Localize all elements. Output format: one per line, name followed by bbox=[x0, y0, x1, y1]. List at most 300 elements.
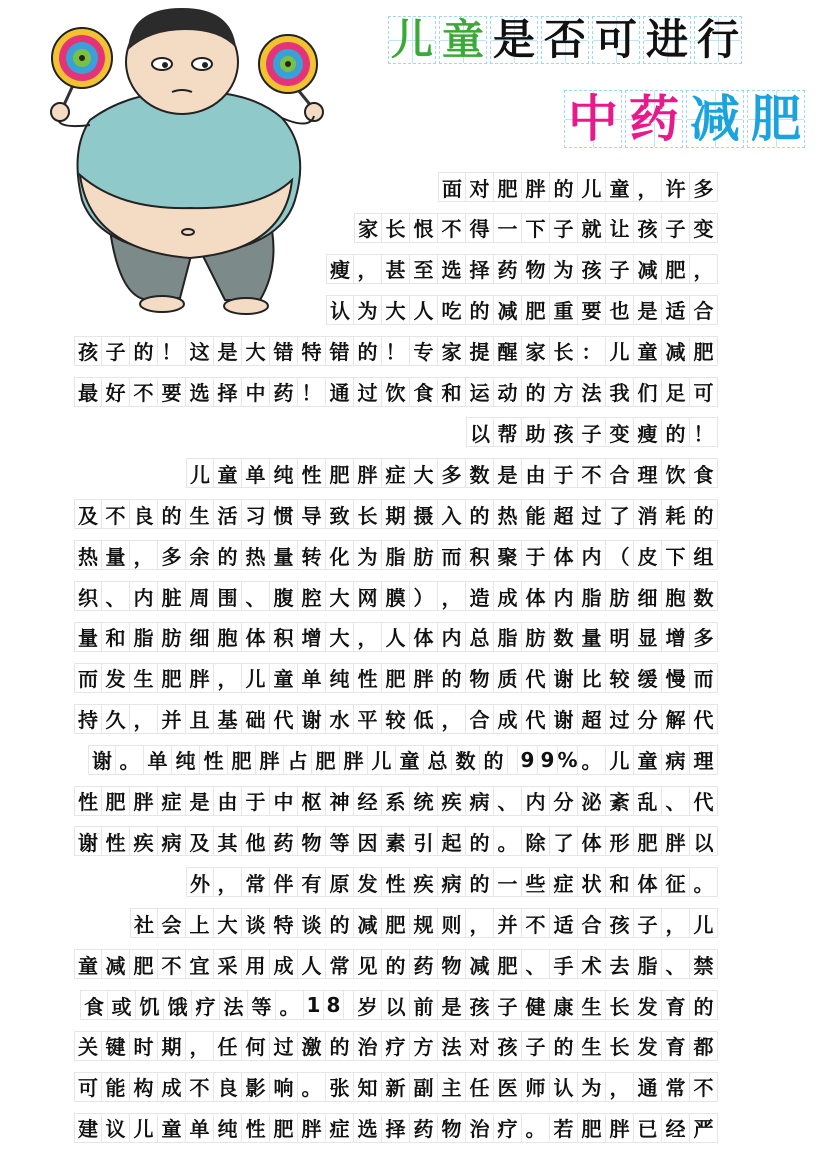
text-char: 不 bbox=[186, 1072, 214, 1102]
text-char: 错 bbox=[326, 336, 354, 366]
text-char: 及 bbox=[186, 826, 214, 856]
text-char: 症 bbox=[158, 786, 186, 816]
text-char: 习 bbox=[242, 499, 270, 529]
text-char: 持 bbox=[74, 704, 102, 734]
text-char: 性 bbox=[74, 786, 102, 816]
text-char: 帮 bbox=[494, 417, 522, 447]
text-char: 饮 bbox=[662, 458, 690, 488]
text-char: 不 bbox=[158, 949, 186, 979]
text-char: 枢 bbox=[298, 786, 326, 816]
text-char: 合 bbox=[578, 908, 606, 938]
text-char: 和 bbox=[606, 867, 634, 897]
text-char: （ bbox=[606, 540, 634, 570]
text-char: 腔 bbox=[298, 581, 326, 611]
text-char: ， bbox=[214, 867, 242, 897]
text-char: 这 bbox=[186, 336, 214, 366]
text-char: 胖 bbox=[256, 745, 284, 775]
text-char: 形 bbox=[606, 826, 634, 856]
text-char: 性 bbox=[102, 826, 130, 856]
text-char: 大 bbox=[382, 295, 410, 325]
text-char: 采 bbox=[214, 949, 242, 979]
text-char: 肥 bbox=[130, 949, 158, 979]
text-char: 儿 bbox=[368, 745, 396, 775]
text-char: 肥 bbox=[326, 458, 354, 488]
text-char: 儿 bbox=[606, 745, 634, 775]
text-char: 吃 bbox=[438, 295, 466, 325]
text-char: 方 bbox=[410, 1031, 438, 1061]
text-char: 们 bbox=[634, 377, 662, 407]
text-char: 由 bbox=[522, 458, 550, 488]
text-char: 何 bbox=[242, 1031, 270, 1061]
text-char: 变 bbox=[606, 417, 634, 447]
text-char: 有 bbox=[298, 867, 326, 897]
text-char: 成 bbox=[494, 704, 522, 734]
text-char: 他 bbox=[242, 826, 270, 856]
text-char: 大 bbox=[326, 581, 354, 611]
text-char: 特 bbox=[270, 908, 298, 938]
text-char: 活 bbox=[214, 499, 242, 529]
text-char: 膜 bbox=[382, 581, 410, 611]
text-char: 键 bbox=[102, 1031, 130, 1061]
text-char: 合 bbox=[466, 704, 494, 734]
text-char: 内 bbox=[438, 622, 466, 652]
body-text-line bbox=[74, 1072, 718, 1103]
body-text-line bbox=[354, 213, 718, 244]
text-char: 明 bbox=[606, 622, 634, 652]
text-char: 单 bbox=[298, 663, 326, 693]
text-char: 的 bbox=[158, 499, 186, 529]
text-char: 起 bbox=[438, 826, 466, 856]
text-char: 关 bbox=[74, 1031, 102, 1061]
text-char: 组 bbox=[690, 540, 718, 570]
text-char: 网 bbox=[354, 581, 382, 611]
text-char: 大 bbox=[326, 622, 354, 652]
text-char: 儿 bbox=[606, 336, 634, 366]
text-char: ： bbox=[578, 336, 606, 366]
text-char: 的 bbox=[214, 540, 242, 570]
text-char: 谈 bbox=[298, 908, 326, 938]
text-char: 占 bbox=[284, 745, 312, 775]
text-char: 可 bbox=[74, 1072, 102, 1102]
text-char: 中 bbox=[242, 377, 270, 407]
text-char: 的 bbox=[326, 1031, 354, 1061]
text-char: 解 bbox=[662, 704, 690, 734]
title-line-1-char: 行 bbox=[694, 16, 742, 64]
text-char: 成 bbox=[270, 949, 298, 979]
text-char: 性 bbox=[298, 458, 326, 488]
text-char: 较 bbox=[606, 663, 634, 693]
text-char: 的 bbox=[522, 377, 550, 407]
text-char: 多 bbox=[158, 540, 186, 570]
title-line-2-char: 中 bbox=[564, 90, 622, 148]
text-char: 胖 bbox=[298, 1113, 326, 1143]
text-char: 体 bbox=[410, 622, 438, 652]
text-char: 皮 bbox=[634, 540, 662, 570]
text-char: 儿 bbox=[242, 663, 270, 693]
text-char: 是 bbox=[186, 786, 214, 816]
text-char: 单 bbox=[144, 745, 172, 775]
text-char: ， bbox=[438, 581, 466, 611]
text-char: 良 bbox=[214, 1072, 242, 1102]
text-char: 而 bbox=[438, 540, 466, 570]
text-char: 而 bbox=[690, 663, 718, 693]
text-char: 积 bbox=[270, 622, 298, 652]
text-char: 童 bbox=[634, 745, 662, 775]
text-char: 成 bbox=[494, 581, 522, 611]
text-char: 、 bbox=[102, 581, 130, 611]
text-char: 物 bbox=[466, 663, 494, 693]
text-char: 至 bbox=[410, 254, 438, 284]
text-char: 性 bbox=[354, 663, 382, 693]
text-char: 适 bbox=[662, 295, 690, 325]
text-char: 已 bbox=[634, 1113, 662, 1143]
text-char: ， bbox=[130, 704, 158, 734]
text-char: ， bbox=[634, 172, 662, 202]
text-char: 合 bbox=[606, 458, 634, 488]
text-char: 化 bbox=[326, 540, 354, 570]
text-char: 子 bbox=[550, 213, 578, 243]
text-char: 单 bbox=[242, 458, 270, 488]
text-char: 禁 bbox=[690, 949, 718, 979]
text-char: 对 bbox=[466, 1031, 494, 1061]
text-char: 宜 bbox=[186, 949, 214, 979]
text-char: 积 bbox=[466, 540, 494, 570]
text-char: 代 bbox=[522, 704, 550, 734]
text-char: 子 bbox=[522, 1031, 550, 1061]
text-char: 消 bbox=[634, 499, 662, 529]
body-text-line bbox=[438, 172, 718, 203]
text-char: 代 bbox=[690, 786, 718, 816]
text-char: 以 bbox=[382, 990, 410, 1020]
body-text-line bbox=[74, 949, 718, 980]
text-char: 总 bbox=[466, 622, 494, 652]
text-char: 胖 bbox=[606, 1113, 634, 1143]
text-char: 是 bbox=[214, 336, 242, 366]
text-char: 子 bbox=[578, 417, 606, 447]
text-char: 通 bbox=[634, 1072, 662, 1102]
text-char: 理 bbox=[634, 458, 662, 488]
text-char: 生 bbox=[186, 499, 214, 529]
text-char: 分 bbox=[634, 704, 662, 734]
text-char: 惯 bbox=[270, 499, 298, 529]
text-char: 、 bbox=[494, 786, 522, 816]
text-char: 经 bbox=[662, 1113, 690, 1143]
text-char: 造 bbox=[466, 581, 494, 611]
text-char: 经 bbox=[354, 786, 382, 816]
text-char: 谢 bbox=[550, 663, 578, 693]
text-char: 中 bbox=[270, 786, 298, 816]
text-char: ） bbox=[410, 581, 438, 611]
text-char: 细 bbox=[634, 581, 662, 611]
text-char: 的 bbox=[550, 1031, 578, 1061]
title-line-1-char: 进 bbox=[643, 16, 691, 64]
text-char: 恨 bbox=[410, 213, 438, 243]
text-char: 减 bbox=[494, 295, 522, 325]
text-char: 腹 bbox=[270, 581, 298, 611]
text-char: 水 bbox=[326, 704, 354, 734]
text-char: 都 bbox=[690, 1031, 718, 1061]
text-char: 低 bbox=[410, 704, 438, 734]
text-char: 对 bbox=[466, 172, 494, 202]
text-char: 的 bbox=[662, 417, 690, 447]
text-char: 由 bbox=[214, 786, 242, 816]
text-char: 体 bbox=[522, 581, 550, 611]
text-char: 我 bbox=[606, 377, 634, 407]
text-char: 肥 bbox=[270, 1113, 298, 1143]
text-char: 物 bbox=[438, 1113, 466, 1143]
text-char: 胞 bbox=[662, 581, 690, 611]
text-char: 孩 bbox=[578, 254, 606, 284]
text-char: 不 bbox=[522, 908, 550, 938]
text-char: 胖 bbox=[130, 786, 158, 816]
text-char: 童 bbox=[396, 745, 424, 775]
text-char: 为 bbox=[354, 295, 382, 325]
text-char: 能 bbox=[522, 499, 550, 529]
text-char: 饿 bbox=[164, 990, 192, 1020]
text-char: 最 bbox=[74, 377, 102, 407]
text-char: 长 bbox=[606, 990, 634, 1020]
text-char: 不 bbox=[690, 1072, 718, 1102]
text-char: 师 bbox=[522, 1072, 550, 1102]
text-char: 1 bbox=[304, 990, 324, 1020]
text-char: 常 bbox=[662, 1072, 690, 1102]
text-char: 多 bbox=[690, 172, 718, 202]
text-char: 是 bbox=[494, 458, 522, 488]
text-char: 。 bbox=[578, 745, 606, 775]
text-char: 不 bbox=[578, 458, 606, 488]
text-char: 肥 bbox=[382, 663, 410, 693]
text-char: 助 bbox=[522, 417, 550, 447]
text-char: 儿 bbox=[130, 1113, 158, 1143]
text-char: 社 bbox=[130, 908, 158, 938]
text-char: % bbox=[558, 745, 578, 775]
text-char: ， bbox=[214, 663, 242, 693]
text-char: 一 bbox=[494, 213, 522, 243]
text-char: 内 bbox=[550, 581, 578, 611]
text-char: 且 bbox=[186, 704, 214, 734]
text-char: 严 bbox=[690, 1113, 718, 1143]
body-text-line bbox=[74, 336, 718, 367]
text-char: 儿 bbox=[186, 458, 214, 488]
text-char: 也 bbox=[606, 295, 634, 325]
title-line-1-char: 儿 bbox=[388, 16, 436, 64]
text-char: 发 bbox=[634, 1031, 662, 1061]
text-char: 于 bbox=[522, 540, 550, 570]
text-char: 择 bbox=[214, 377, 242, 407]
text-char: 新 bbox=[382, 1072, 410, 1102]
text-char: 症 bbox=[550, 867, 578, 897]
text-char: 药 bbox=[410, 1113, 438, 1143]
body-text-line bbox=[74, 540, 718, 571]
text-char: 胖 bbox=[662, 826, 690, 856]
text-char: 发 bbox=[102, 663, 130, 693]
text-char: 醒 bbox=[494, 336, 522, 366]
text-char: 疗 bbox=[494, 1113, 522, 1143]
text-char: 征 bbox=[662, 867, 690, 897]
text-char: 谢 bbox=[298, 704, 326, 734]
title-line-1-char: 童 bbox=[439, 16, 487, 64]
text-char: 些 bbox=[522, 867, 550, 897]
text-char: 择 bbox=[466, 254, 494, 284]
text-char: 超 bbox=[578, 704, 606, 734]
text-char: 肥 bbox=[634, 826, 662, 856]
text-char: 引 bbox=[410, 826, 438, 856]
text-char bbox=[344, 990, 354, 1020]
text-char: 子 bbox=[634, 908, 662, 938]
text-char: 以 bbox=[690, 826, 718, 856]
text-char: 胖 bbox=[186, 663, 214, 693]
text-char: 家 bbox=[354, 213, 382, 243]
text-char: 人 bbox=[410, 295, 438, 325]
body-text-line bbox=[186, 867, 718, 898]
text-char: 选 bbox=[354, 1113, 382, 1143]
text-char: 甚 bbox=[382, 254, 410, 284]
text-char: 量 bbox=[270, 540, 298, 570]
text-char: 任 bbox=[466, 1072, 494, 1102]
text-char: 并 bbox=[158, 704, 186, 734]
text-char: 是 bbox=[438, 990, 466, 1020]
text-char: 减 bbox=[662, 336, 690, 366]
text-char: 孩 bbox=[74, 336, 102, 366]
text-char: 若 bbox=[550, 1113, 578, 1143]
text-char: 比 bbox=[578, 663, 606, 693]
text-char: 孩 bbox=[494, 1031, 522, 1061]
text-char: 数 bbox=[452, 745, 480, 775]
body-text-line bbox=[74, 1031, 718, 1062]
text-char: 疾 bbox=[438, 786, 466, 816]
text-char: 基 bbox=[214, 704, 242, 734]
text-char: 足 bbox=[662, 377, 690, 407]
text-char: 下 bbox=[662, 540, 690, 570]
text-char: 童 bbox=[270, 663, 298, 693]
text-char: 减 bbox=[102, 949, 130, 979]
text-char: 人 bbox=[382, 622, 410, 652]
text-char: 过 bbox=[578, 499, 606, 529]
body-text-line bbox=[88, 745, 718, 776]
text-char: 分 bbox=[550, 786, 578, 816]
text-char: 认 bbox=[326, 295, 354, 325]
text-char: 童 bbox=[158, 1113, 186, 1143]
text-char: 的 bbox=[382, 949, 410, 979]
text-char: 肪 bbox=[410, 540, 438, 570]
text-char: 胖 bbox=[354, 458, 382, 488]
text-char: 过 bbox=[270, 1031, 298, 1061]
text-char: 手 bbox=[550, 949, 578, 979]
text-char: 谢 bbox=[74, 826, 102, 856]
text-char: 病 bbox=[438, 867, 466, 897]
body-text-line bbox=[74, 377, 718, 408]
text-char: 性 bbox=[200, 745, 228, 775]
text-char: 前 bbox=[410, 990, 438, 1020]
text-char: 。 bbox=[276, 990, 304, 1020]
body-text-line bbox=[74, 581, 718, 612]
text-char: 久 bbox=[102, 704, 130, 734]
text-char: 则 bbox=[438, 908, 466, 938]
text-char: 统 bbox=[410, 786, 438, 816]
text-char: 减 bbox=[354, 908, 382, 938]
text-char: 并 bbox=[494, 908, 522, 938]
text-char: ， bbox=[690, 254, 718, 284]
text-char: 不 bbox=[438, 213, 466, 243]
text-char: 育 bbox=[662, 1031, 690, 1061]
text-char: 不 bbox=[102, 499, 130, 529]
text-char: 时 bbox=[130, 1031, 158, 1061]
text-char: 响 bbox=[270, 1072, 298, 1102]
text-char: 数 bbox=[690, 581, 718, 611]
text-char: 食 bbox=[410, 377, 438, 407]
text-char: 能 bbox=[102, 1072, 130, 1102]
text-char: 病 bbox=[466, 786, 494, 816]
text-char: 纯 bbox=[214, 1113, 242, 1143]
text-char: 任 bbox=[214, 1031, 242, 1061]
text-char: 肪 bbox=[522, 622, 550, 652]
body-text-line bbox=[74, 1113, 718, 1144]
text-char: 孩 bbox=[606, 908, 634, 938]
text-char: 。 bbox=[116, 745, 144, 775]
text-char: 缓 bbox=[634, 663, 662, 693]
text-char: 增 bbox=[298, 622, 326, 652]
body-text-line bbox=[186, 458, 718, 489]
body-text-line bbox=[74, 663, 718, 694]
text-char: 影 bbox=[242, 1072, 270, 1102]
text-char: 数 bbox=[466, 458, 494, 488]
text-char: 下 bbox=[522, 213, 550, 243]
text-char: 运 bbox=[466, 377, 494, 407]
text-char: 常 bbox=[326, 949, 354, 979]
body-text-line bbox=[74, 786, 718, 817]
text-char: 孩 bbox=[550, 417, 578, 447]
title-line-2-char: 药 bbox=[625, 90, 683, 148]
text-char: 纯 bbox=[270, 458, 298, 488]
text-char: 子 bbox=[662, 213, 690, 243]
text-char: 为 bbox=[354, 540, 382, 570]
text-char: 、 bbox=[662, 949, 690, 979]
text-char: 致 bbox=[326, 499, 354, 529]
text-char: 数 bbox=[550, 622, 578, 652]
text-char: 热 bbox=[242, 540, 270, 570]
text-char: 家 bbox=[522, 336, 550, 366]
text-char: 瘦 bbox=[634, 417, 662, 447]
text-char: 治 bbox=[466, 1113, 494, 1143]
text-char: 聚 bbox=[494, 540, 522, 570]
text-char: 疾 bbox=[410, 867, 438, 897]
text-char: 童 bbox=[634, 336, 662, 366]
text-char: 量 bbox=[74, 622, 102, 652]
text-char: ， bbox=[466, 908, 494, 938]
text-char: 、 bbox=[662, 786, 690, 816]
text-char: 平 bbox=[354, 704, 382, 734]
text-char: 术 bbox=[578, 949, 606, 979]
body-text-line bbox=[326, 295, 718, 326]
text-char: 生 bbox=[578, 1031, 606, 1061]
text-char: 瘦 bbox=[326, 254, 354, 284]
body-text-line bbox=[326, 254, 718, 285]
text-char: 儿 bbox=[690, 908, 718, 938]
body-text-line bbox=[80, 990, 718, 1021]
text-char: 为 bbox=[578, 1072, 606, 1102]
text-char: 的 bbox=[480, 745, 508, 775]
text-char: 等 bbox=[326, 826, 354, 856]
text-char: 单 bbox=[186, 1113, 214, 1143]
text-char: ， bbox=[354, 254, 382, 284]
text-char: 紊 bbox=[606, 786, 634, 816]
text-char: 重 bbox=[550, 295, 578, 325]
text-char: 康 bbox=[550, 990, 578, 1020]
text-char: 大 bbox=[410, 458, 438, 488]
text-char: 脂 bbox=[578, 581, 606, 611]
text-char: 或 bbox=[108, 990, 136, 1020]
text-char: 和 bbox=[438, 377, 466, 407]
